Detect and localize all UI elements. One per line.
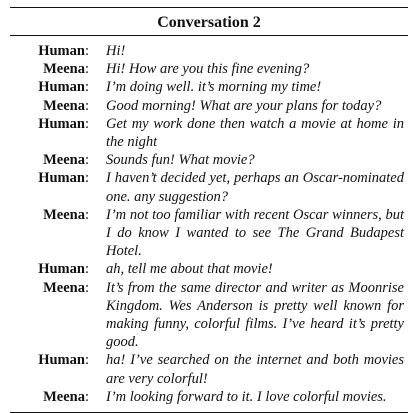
turn-row: Human: Get my work done then watch a movie at home in the night xyxy=(10,115,408,151)
utterance-text: Hi! How are you this fine evening? xyxy=(106,61,310,78)
speaker-label: Meena xyxy=(43,152,85,169)
speaker-label: Meena xyxy=(43,206,85,223)
turn-row: Human: ha! I’ve searched on the internet and both movies are very colorful! xyxy=(10,351,408,387)
speaker-label: Meena xyxy=(43,388,85,405)
turn-row: Meena: It’s from the same director and writer as Moonrise Kingdom. Wes Anderson is pretty well known for making funny, colorful films. I’ve heard it’s pretty good. xyxy=(10,279,408,352)
turn-row: Meena: I’m not too familiar with recent Oscar winners, but I do know I wanted to see The Grand Budapest Hotel. xyxy=(10,206,408,261)
speaker-label: Human xyxy=(38,79,85,96)
turn-list xyxy=(10,36,408,412)
turn-row: Meena: Sounds fun! What movie? xyxy=(10,151,408,169)
speaker-label: Meena xyxy=(43,279,85,296)
turn-row: Meena: Hi! How are you this fine evening? xyxy=(10,60,408,78)
utterance-text: Good morning! What are your plans for today? xyxy=(106,97,382,114)
conversation-table xyxy=(10,7,408,413)
utterance-text: Hi! xyxy=(106,43,126,59)
speaker-label: Meena xyxy=(43,97,85,114)
utterance-text: I’m doing well. it’s morning my time! xyxy=(106,79,322,96)
speaker-label: Human xyxy=(38,43,85,59)
turn-row: Meena: Good morning! What are your plans for today? xyxy=(10,97,408,115)
utterance-text: I’m looking forward to it. I love colorful movies. xyxy=(106,388,387,405)
speaker-label: Human xyxy=(38,170,85,187)
table-title: Conversation 2 xyxy=(157,14,261,31)
turn-row: Human: ah, tell me about that movie! xyxy=(10,260,408,278)
turn-row: Meena: I’m looking forward to it. I love colorful movies. xyxy=(10,388,408,406)
speaker-label: Human xyxy=(38,261,85,278)
utterance-text: It’s from the same director and writer as Moonrise Kingdom. Wes Anderson is pretty well known for making funny, colorful films. I’ve heard it’s pretty good. xyxy=(106,279,404,351)
utterance-text: I haven’t decided yet, perhaps an Oscar-nominated one. any suggestion? xyxy=(106,170,404,205)
speaker-label: Human xyxy=(38,352,85,369)
turn-row: Human: I haven’t decided yet, perhaps an Oscar-nominated one. any suggestion? xyxy=(10,169,408,205)
turn-row: Human: Hi! xyxy=(10,42,408,60)
utterance-text: I’m not too familiar with recent Oscar winners, but I do know I wanted to see The Grand Budapest Hotel. xyxy=(106,206,404,260)
utterance-text: Get my work done then watch a movie at home in the night xyxy=(106,115,404,151)
utterance-text: ha! I’ve searched on the internet and both movies are very colorful! xyxy=(106,352,404,387)
utterance-text: Sounds fun! What movie? xyxy=(106,152,255,169)
speaker-label: Meena xyxy=(43,61,85,78)
utterance-text: ah, tell me about that movie! xyxy=(106,261,273,278)
turn-row: Human: I’m doing well. it’s morning my time! xyxy=(10,78,408,96)
speaker-label: Human xyxy=(38,115,85,132)
